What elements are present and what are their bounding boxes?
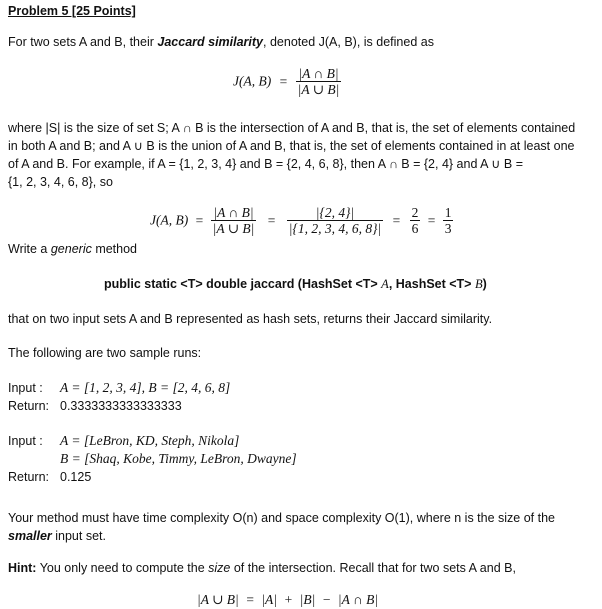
intro-text: For two sets A and B, their Jaccard similarity, denoted J(A, B), is defined as xyxy=(8,35,434,49)
hint-text: Hint: You only need to compute the size of the intersection. Recall that for two sets A and B, xyxy=(8,561,516,575)
jaccard-term: Jaccard similarity xyxy=(157,35,264,49)
samples-intro: The following are two sample runs: xyxy=(8,346,202,360)
problem-title: Problem 5 [25 Points] xyxy=(8,4,136,18)
method-signature: public static <T> double jaccard (HashSet <T> A, HashSet <T> B) xyxy=(104,277,487,291)
complexity-paragraph: Your method must have time complexity O(n) and space complexity O(1), where n is the size of the smaller input set. xyxy=(8,511,556,543)
sample-run-2: Input : A = [LeBron, KD, Steph, Nikola] B = [Shaq, Kobe, Timmy, LeBron, Dwayne] Return: 0.125 xyxy=(8,433,297,484)
where-paragraph: where |S| is the size of set S; A ∩ B is the intersection of A and B, that is, the set of elements contained in both A and B; and A ∪ B is the union of A and B, that is, the set of elements contained in at least one of A and B. For example, if A = {1, 2, 3, 4} and B = {2, 4, 6, 8}, then A ∩ B = {2, 4} and A ∪ B = {1, 2, 3, 4, 6, 8}, so xyxy=(8,121,576,189)
union-size-formula: |A ∪ B| = |A| + |B| − |A ∩ B| xyxy=(197,592,379,607)
definition-formula: J(A, B) = $\frac{|A \cap B|}{|A \cup B|}$ xyxy=(233,66,340,97)
write-method-text: Write a generic method xyxy=(8,242,138,256)
example-formula: J(A, B) = $\frac{|A \cap B|}{|A \cup B|}$ = $\frac{|\{2, 4\}|}{|\{1, 2, 3, 4, 6, 8\}|}$ = $\frac{2}{6}$ = $\frac{1}{3}$ xyxy=(150,205,452,236)
returns-description: that on two input sets A and B represented as hash sets, returns their Jaccard similarity. xyxy=(8,312,493,326)
sample-run-1: Input : A = [1, 2, 3, 4], B = [2, 4, 6, 8] Return: 0.3333333333333333 xyxy=(8,380,231,413)
